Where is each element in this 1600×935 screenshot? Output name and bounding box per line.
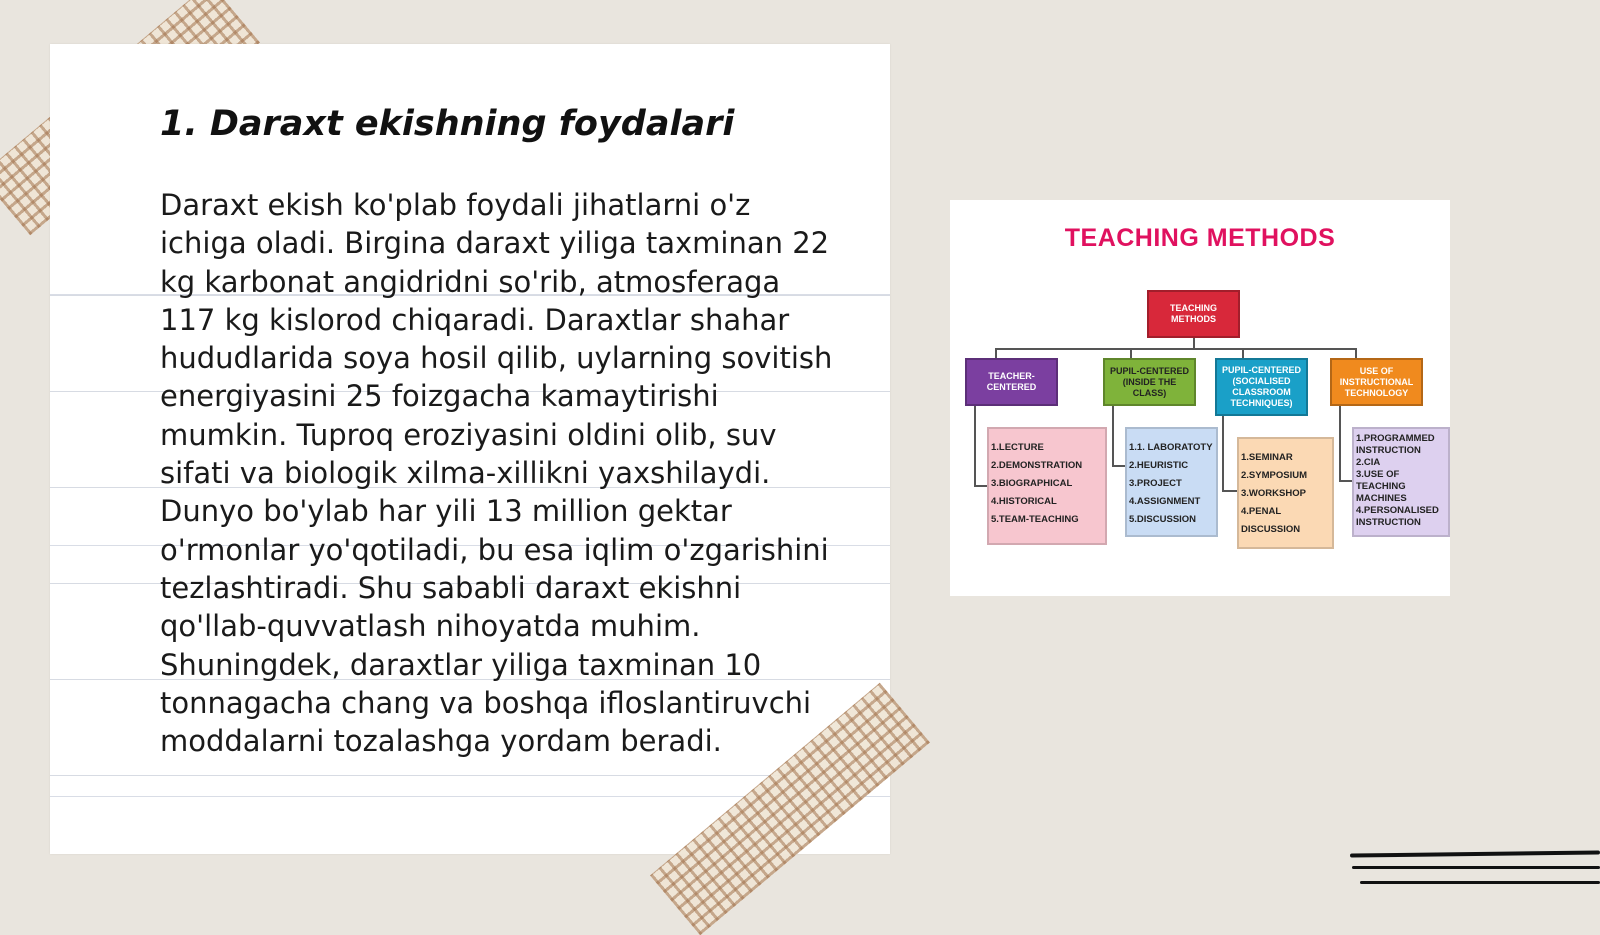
decorative-brush-stroke <box>1360 881 1600 884</box>
paper-rule <box>50 775 890 776</box>
branch-node-instructional-technology: USE OF INSTRUCTIONAL TECHNOLOGY <box>1330 358 1423 406</box>
branch-list-item: 3.WORKSHOP <box>1241 488 1306 499</box>
branch-list-pupil-centered-socialised <box>1237 437 1334 549</box>
branch-list-item: 2.CIA <box>1356 457 1381 468</box>
connector-branch <box>995 348 997 358</box>
branch-list-item: 4.HISTORICAL <box>991 496 1057 507</box>
connector-vertical <box>974 405 976 485</box>
branch-list-instructional-technology <box>1352 427 1450 537</box>
branch-node-teacher-centered: TEACHER-CENTERED <box>965 358 1058 406</box>
branch-list-item: 4.PENAL DISCUSSION <box>1241 506 1301 535</box>
connector-vertical <box>1222 415 1224 490</box>
branch-list-item: 2.DEMONSTRATION <box>991 460 1083 471</box>
diagram-title: TEACHING METHODS <box>1064 224 1336 252</box>
branch-list-pupil-centered-inside <box>1125 427 1218 537</box>
slide-heading: 1. Daraxt ekishning foydalari <box>160 104 735 144</box>
branch-list-item: 2.HEURISTIC <box>1129 460 1189 471</box>
branch-list-item: 3.USE OF TEACHING MACHINES <box>1356 469 1407 504</box>
branch-list-item: 3.BIOGRAPHICAL <box>991 478 1073 489</box>
teaching-methods-diagram <box>950 200 1450 596</box>
branch-list-item: 4.PERSONALISED INSTRUCTION <box>1356 505 1439 528</box>
branch-list-item: 1.1. LABORATOTY <box>1129 442 1213 453</box>
branch-list-item: 3.PROJECT <box>1129 478 1182 489</box>
branch-list-item: 2.SYMPOSIUM <box>1241 470 1307 481</box>
connector-elbow <box>1222 490 1237 492</box>
connector-branch <box>1130 348 1132 358</box>
branch-list-item: 4.ASSIGNMENT <box>1129 496 1201 507</box>
branch-node-pupil-centered-socialised: PUPIL-CENTERED (SOCIALISED CLASSROOM TECHNIQUES) <box>1215 358 1308 416</box>
connector-branch <box>1355 348 1357 358</box>
branch-list-teacher-centered <box>987 427 1107 545</box>
decorative-brush-stroke <box>1350 850 1600 857</box>
connector-branch <box>1242 348 1244 358</box>
slide-paragraph: Daraxt ekish ko'plab foydali jihatlarni o'z ichiga oladi. Birgina daraxt yiliga taxminan 22 kg karbonat angidridni so'rib, atmosferaga 117 kg kislorod chiqaradi. Daraxtlar shahar hududlarida soya hosil qilib, uylarning sovitish energiyasini 25 foizgacha kamaytirishi mumkin. Tuproq eroziyasini oldini olib, suv sifati va biologik xilma-xillikni yaxshilaydi. Dunyo bo'ylab har yili 13 million gektar o'rmonlar yo'qotiladi, bu esa iqlim o'zgarishini tezlashtiradi. Shu sababli daraxt ekishni qo'llab-quvvatlash nihoyatda muhim. Shuningdek, daraxtlar yiliga taxminan 10 tonnagacha chang va boshqa ifloslantiruvchi moddalarni tozalashga yordam beradi. <box>160 188 833 759</box>
diagram-root-node: TEACHING METHODS <box>1147 290 1240 338</box>
connector-root <box>1193 338 1195 349</box>
branch-list-item: 1.PROGRAMMED INSTRUCTION <box>1356 433 1435 456</box>
branch-list-item: 1.LECTURE <box>991 442 1044 453</box>
branch-list-item: 1.SEMINAR <box>1241 452 1293 463</box>
branch-list-item: 5.TEAM-TEACHING <box>991 514 1079 525</box>
decorative-brush-stroke <box>1352 866 1600 869</box>
connector-horizontal <box>995 348 1355 350</box>
branch-list-item: 5.DISCUSSION <box>1129 514 1197 525</box>
branch-node-pupil-centered-inside: PUPIL-CENTERED (INSIDE THE CLASS) <box>1103 358 1196 406</box>
connector-vertical <box>1112 405 1114 465</box>
connector-vertical <box>1339 405 1341 480</box>
